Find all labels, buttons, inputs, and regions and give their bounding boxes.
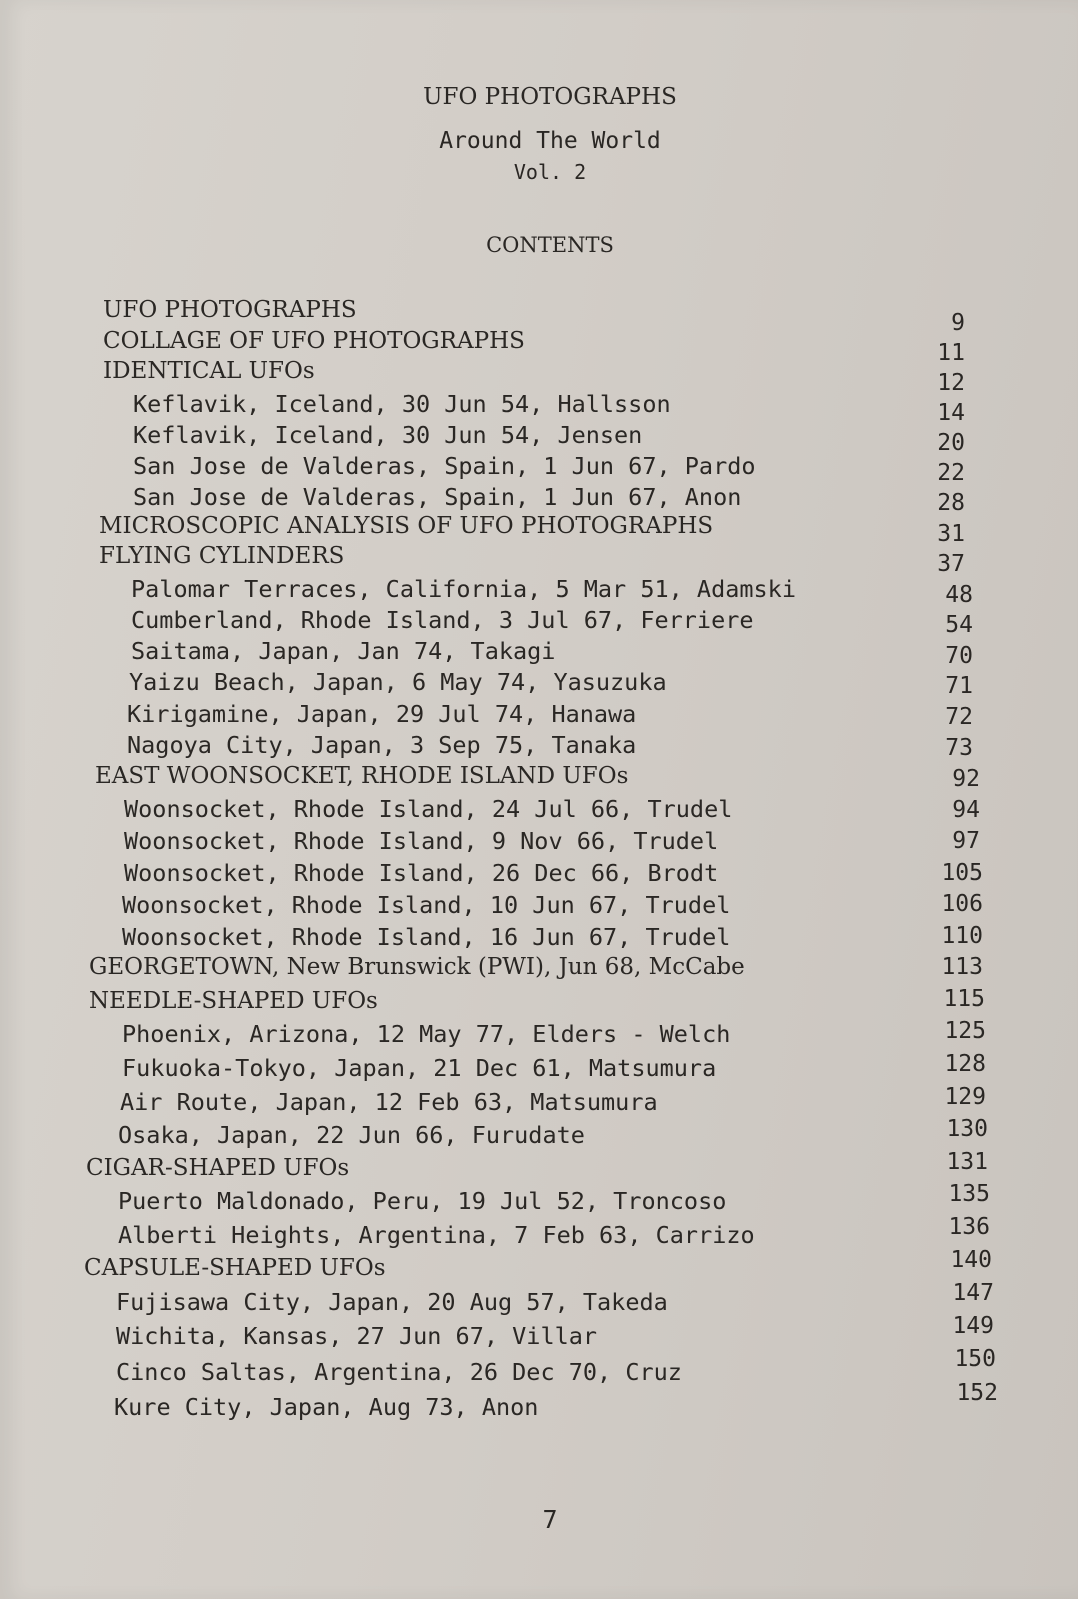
toc-page-number: 140: [950, 1247, 992, 1273]
toc-page-number: 20: [937, 430, 965, 456]
page-number: 7: [542, 1505, 558, 1534]
toc-page-number: 128: [944, 1051, 986, 1077]
toc-entry-title: Woonsocket, Rhode Island, 16 Jun 67, Trudel: [122, 923, 731, 951]
toc-entry-title: Puerto Maldonado, Peru, 19 Jul 52, Troncoso: [118, 1187, 727, 1215]
toc-entry-title: Fujisawa City, Japan, 20 Aug 57, Takeda: [116, 1288, 668, 1316]
toc-entry-title: Saitama, Japan, Jan 74, Takagi: [131, 637, 556, 665]
toc-page-number: 14: [937, 400, 965, 426]
toc-page-number: 129: [944, 1084, 986, 1110]
toc-page-number: 70: [945, 643, 973, 669]
toc-page-number: 12: [937, 370, 965, 396]
volume-label: Vol. 2: [513, 160, 587, 184]
toc-entry-title: Kirigamine, Japan, 29 Jul 74, Hanawa: [127, 700, 637, 728]
toc-entry-title: Woonsocket, Rhode Island, 26 Dec 66, Brodt: [124, 859, 719, 887]
toc-entry-title: Cinco Saltas, Argentina, 26 Dec 70, Cruz: [116, 1358, 682, 1386]
toc-section-title: CAPSULE-SHAPED UFOs: [84, 1255, 386, 1281]
toc-entry-title: Keflavik, Iceland, 30 Jun 54, Jensen: [133, 421, 643, 449]
toc-page-number: 94: [952, 797, 980, 823]
toc-page-number: 37: [937, 551, 965, 577]
toc-section-title: COLLAGE OF UFO PHOTOGRAPHS: [103, 328, 525, 354]
toc-page-number: 152: [956, 1380, 998, 1406]
toc-page-number: 125: [944, 1018, 986, 1044]
toc-entry-title: Woonsocket, Rhode Island, 10 Jun 67, Trudel: [122, 891, 731, 919]
toc-entry-title: Nagoya City, Japan, 3 Sep 75, Tanaka: [127, 731, 637, 759]
toc-page-number: 130: [946, 1116, 988, 1142]
toc-page-number: 28: [937, 490, 965, 516]
toc-page-number: 113: [941, 954, 983, 980]
toc-section-title: CIGAR-SHAPED UFOs: [86, 1155, 350, 1181]
toc-page-number: 136: [948, 1214, 990, 1240]
toc-page-number: 48: [945, 582, 973, 608]
toc-section-title: EAST WOONSOCKET, RHODE ISLAND UFOs: [95, 763, 629, 789]
book-subtitle: Around The World: [439, 128, 661, 154]
toc-page-number: 110: [941, 923, 983, 949]
toc-entry-title: Fukuoka-Tokyo, Japan, 21 Dec 61, Matsumura: [122, 1054, 717, 1082]
toc-page-number: 54: [945, 612, 973, 638]
toc-page-number: 9: [951, 310, 965, 336]
toc-section-title: IDENTICAL UFOs: [103, 358, 315, 384]
toc-page-number: 105: [941, 860, 983, 886]
contents-heading: CONTENTS: [486, 233, 614, 257]
toc-page-number: 72: [945, 704, 973, 730]
toc-page-number: 135: [948, 1181, 990, 1207]
toc-page-number: 147: [952, 1280, 994, 1306]
book-title: UFO PHOTOGRAPHS: [423, 84, 677, 110]
toc-entry-title: Phoenix, Arizona, 12 May 77, Elders - Welch: [122, 1020, 731, 1048]
toc-entry-title: Cumberland, Rhode Island, 3 Jul 67, Ferriere: [131, 606, 754, 634]
toc-entry-title: Osaka, Japan, 22 Jun 66, Furudate: [118, 1121, 585, 1149]
toc-section-title: FLYING CYLINDERS: [99, 543, 345, 569]
toc-entry-title: San Jose de Valderas, Spain, 1 Jun 67, Anon: [133, 483, 742, 511]
toc-entry-title: Kure City, Japan, Aug 73, Anon: [114, 1393, 539, 1421]
toc-section-title: NEEDLE-SHAPED UFOs: [89, 988, 378, 1014]
toc-entry-title: Yaizu Beach, Japan, 6 May 74, Yasuzuka: [129, 668, 667, 696]
toc-entry-title: Woonsocket, Rhode Island, 24 Jul 66, Trudel: [124, 795, 733, 823]
toc-page-number: 115: [943, 986, 985, 1012]
toc-page-number: 22: [937, 460, 965, 486]
toc-section-title: MICROSCOPIC ANALYSIS OF UFO PHOTOGRAPHS: [99, 513, 714, 539]
toc-page-number: 149: [952, 1313, 994, 1339]
toc-page-number: 11: [937, 340, 965, 366]
toc-page-number: 131: [946, 1149, 988, 1175]
toc-entry-title: Woonsocket, Rhode Island, 9 Nov 66, Trudel: [124, 827, 719, 855]
toc-page-number: 97: [952, 828, 980, 854]
toc-section-title: UFO PHOTOGRAPHS: [103, 297, 357, 323]
toc-entry-title: San Jose de Valderas, Spain, 1 Jun 67, Pardo: [133, 452, 756, 480]
toc-entry-title: Air Route, Japan, 12 Feb 63, Matsumura: [120, 1088, 658, 1116]
toc-page-number: 71: [945, 673, 973, 699]
toc-page-number: 73: [945, 735, 973, 761]
toc-entry-title: Wichita, Kansas, 27 Jun 67, Villar: [116, 1322, 598, 1350]
toc-page-number: 31: [937, 521, 965, 547]
toc-entry-title: Keflavik, Iceland, 30 Jun 54, Hallsson: [133, 390, 671, 418]
toc-page-number: 106: [941, 891, 983, 917]
toc-page-number: 92: [952, 766, 980, 792]
toc-entry-title: Alberti Heights, Argentina, 7 Feb 63, Carrizo: [118, 1221, 755, 1249]
toc-page-number: 150: [954, 1346, 996, 1372]
toc-section-title: GEORGETOWN, New Brunswick (PWI), Jun 68, McCabe: [89, 954, 745, 980]
toc-entry-title: Palomar Terraces, California, 5 Mar 51, Adamski: [131, 575, 796, 603]
